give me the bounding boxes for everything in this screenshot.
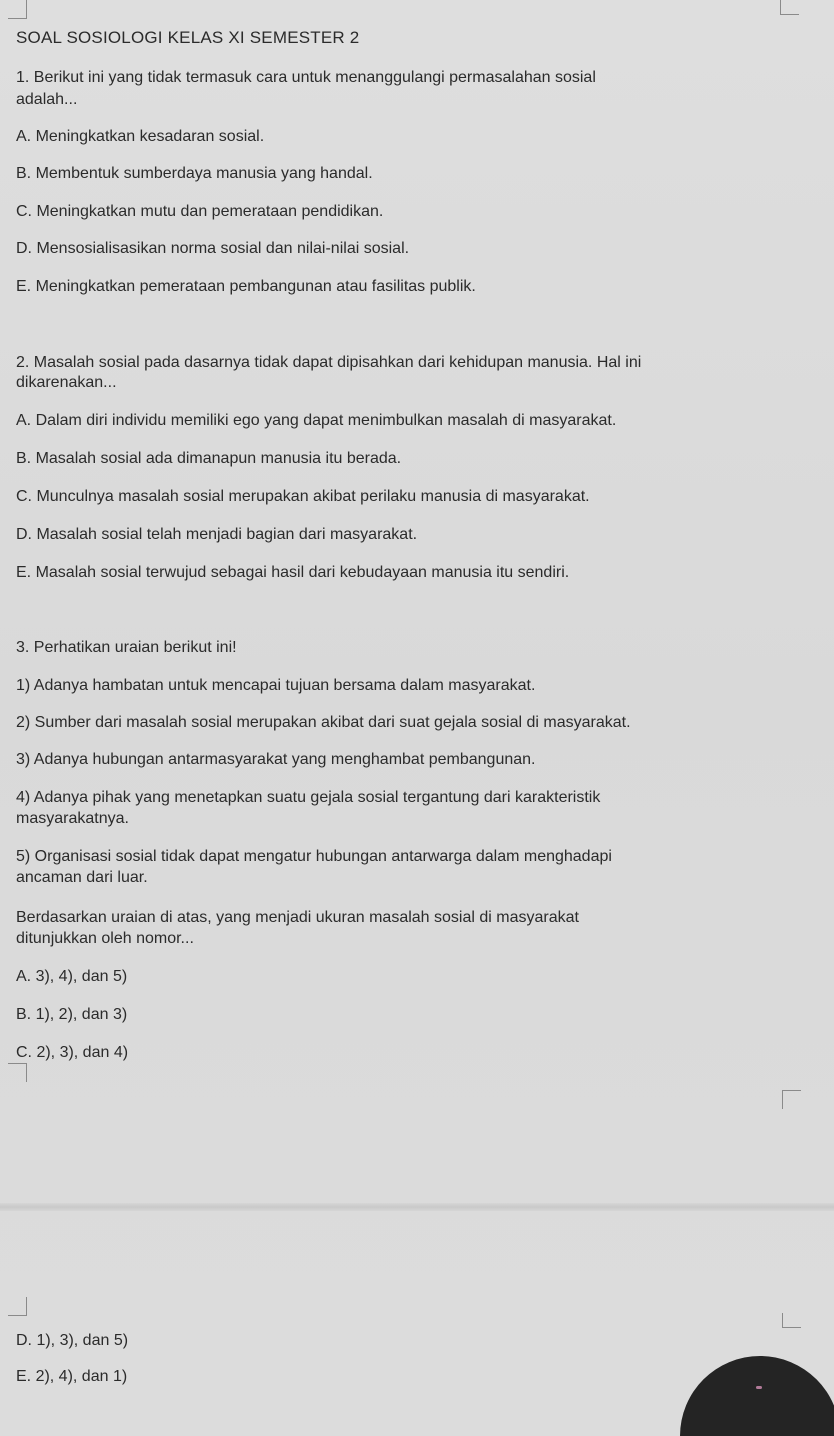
question-2-stem-line-2: dikarenakan... (16, 374, 117, 391)
question-2-option-c: C. Munculnya masalah sosial merupakan akibat perilaku manusia di masyarakat. (16, 488, 590, 505)
crop-mark-next-page-right (782, 1313, 801, 1328)
question-3-option-b: B. 1), 2), dan 3) (16, 1006, 128, 1023)
question-3-statement-3: 3) Adanya hubungan antarmasyarakat yang menghambat pembangunan. (16, 751, 536, 768)
crop-mark-lower-left (8, 1063, 27, 1082)
question-3-prompt-line-1: Berdasarkan uraian di atas, yang menjadi ukuran masalah sosial di masyarakat (16, 909, 579, 926)
question-2-option-a: A. Dalam diri individu memiliki ego yang dapat menimbulkan masalah di masyarakat. (16, 412, 617, 429)
question-3-option-a: A. 3), 4), dan 5) (16, 968, 128, 985)
crop-mark-next-page-left (8, 1297, 27, 1316)
question-1-option-c: C. Meningkatkan mutu dan pemerataan pendidikan. (16, 203, 384, 220)
document-title: SOAL SOSIOLOGI KELAS XI SEMESTER 2 (16, 28, 360, 47)
question-3-option-d: D. 1), 3), dan 5) (16, 1332, 129, 1349)
question-2-option-d: D. Masalah sosial telah menjadi bagian dari masyarakat. (16, 526, 418, 543)
question-1-stem-line-1: 1. Berikut ini yang tidak termasuk cara untuk menanggulangi permasalahan sosial (16, 69, 596, 86)
question-3-stem: 3. Perhatikan uraian berikut ini! (16, 639, 237, 656)
crop-mark-top-left (8, 0, 27, 19)
question-1-stem-line-2: adalah... (16, 91, 78, 108)
question-1-option-d: D. Mensosialisasikan norma sosial dan nilai-nilai sosial. (16, 240, 410, 257)
question-2-option-e: E. Masalah sosial terwujud sebagai hasil dari kebudayaan manusia itu sendiri. (16, 564, 570, 581)
question-3-statement-1: 1) Adanya hambatan untuk mencapai tujuan bersama dalam masyarakat. (16, 677, 536, 694)
question-3-prompt-line-2: ditunjukkan oleh nomor... (16, 930, 194, 947)
question-1-option-b: B. Membentuk sumberdaya manusia yang handal. (16, 165, 373, 182)
crop-mark-top-right (780, 0, 799, 15)
question-3-statement-4-line-1: 4) Adanya pihak yang menetapkan suatu gejala sosial tergantung dari karakteristik (16, 789, 601, 806)
question-3-option-e: E. 2), 4), dan 1) (16, 1368, 128, 1385)
question-2-stem-line-1: 2. Masalah sosial pada dasarnya tidak dapat dipisahkan dari kehidupan manusia. Hal ini (16, 354, 642, 371)
question-3-statement-5-line-2: ancaman dari luar. (16, 869, 148, 886)
question-3-statement-5-line-1: 5) Organisasi sosial tidak dapat mengatur hubungan antarwarga dalam menghadapi (16, 848, 612, 865)
question-1-option-e: E. Meningkatkan pemerataan pembangunan atau fasilitas publik. (16, 278, 476, 295)
question-3-option-c: C. 2), 3), dan 4) (16, 1044, 129, 1061)
question-3-statement-2: 2) Sumber dari masalah sosial merupakan akibat dari suat gejala sosial di masyarakat. (16, 714, 631, 731)
question-2-option-b: B. Masalah sosial ada dimanapun manusia itu berada. (16, 450, 402, 467)
question-1-option-a: A. Meningkatkan kesadaran sosial. (16, 128, 265, 145)
page-break-divider (0, 1203, 834, 1211)
crop-mark-lower-right (782, 1090, 801, 1109)
question-3-statement-4-line-2: masyarakatnya. (16, 810, 129, 827)
